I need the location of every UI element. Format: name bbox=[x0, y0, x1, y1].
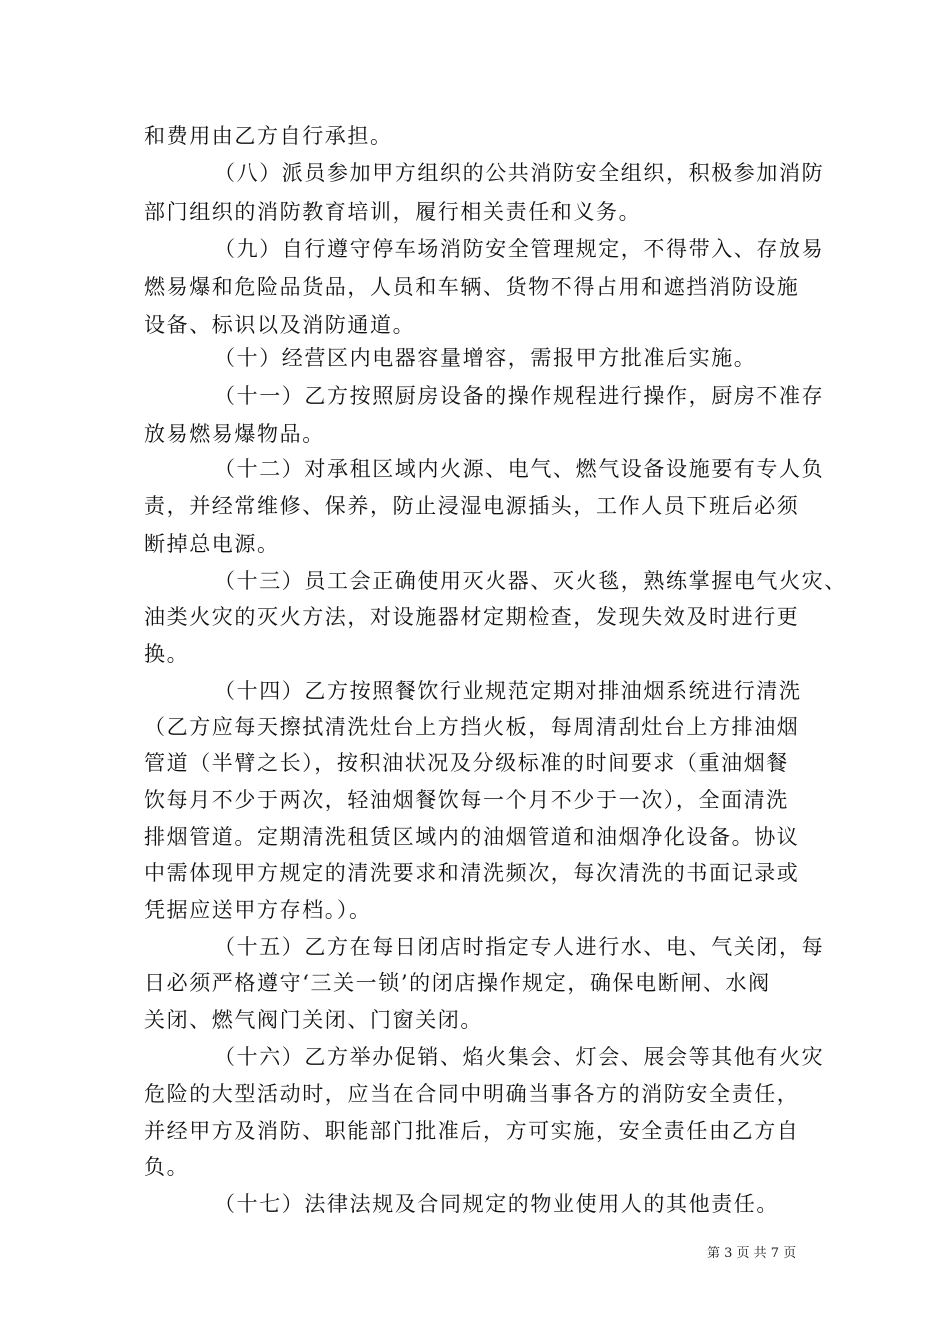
clause-16-line-2: 危险的大型活动时，应当在合同中明确当事各方的消防安全责任， bbox=[144, 1082, 800, 1106]
clause-16-line-3: 并经甲方及消防、职能部门批准后，方可实施，安全责任由乙方自 bbox=[144, 1119, 800, 1143]
page-number: 第 3 页 共 7 页 bbox=[707, 1246, 797, 1261]
clause-16-line-4: 负。 bbox=[144, 1155, 190, 1179]
clause-17-line-1: （十七）法律法规及合同规定的物业使用人的其他责任。 bbox=[214, 1192, 779, 1216]
clause-14-line-1: （十四）乙方按照餐饮行业规范定期对排油烟系统进行清洗 bbox=[214, 679, 802, 703]
clause-9-line-2: 燃易爆和危险品货品，人员和车辆、货物不得占用和遮挡消防设施 bbox=[144, 275, 800, 299]
clause-14-line-4: 饮每月不少于两次，轻油烟餐饮每一个月不少于一次），全面清洗 bbox=[144, 788, 789, 812]
clause-12-line-1: （十二）对承租区域内火源、电气、燃气设备设施要有专人负 bbox=[214, 457, 825, 481]
clause-13-line-2: 油类火灾的灭火方法，对设施器材定期检查，发现失效及时进行更 bbox=[144, 605, 800, 629]
clause-14-line-7: 凭据应送甲方存档。）。 bbox=[144, 898, 372, 922]
clause-14-line-6: 中需体现甲方规定的清洗要求和清洗频次，每次清洗的书面记录或 bbox=[144, 861, 800, 885]
clause-8-line-2: 部门组织的消防教育培训，履行相关责任和义务。 bbox=[144, 200, 642, 224]
clause-14-line-5: 排烟管道。定期清洗租赁区域内的油烟管道和油烟净化设备。协议 bbox=[144, 825, 800, 849]
clause-13-line-3: 换。 bbox=[144, 642, 190, 666]
clause-9-line-1: （九）自行遵守停车场消防安全管理规定，不得带入、存放易 bbox=[214, 237, 825, 261]
clause-12-line-2: 责，并经常维修、保养，防止浸湿电源插头，工作人员下班后必须 bbox=[144, 494, 800, 518]
clause-14-line-3: 管道（半臂之长），按积油状况及分级标准的时间要求（重油烟餐 bbox=[144, 751, 789, 775]
clause-11-line-2: 放易燃易爆物品。 bbox=[144, 422, 325, 446]
clause-10-line-1: （十）经营区内电器容量增容，需报甲方批准后实施。 bbox=[214, 346, 757, 370]
clause-14-line-2: （乙方应每天擦拭清洗灶台上方挡火板，每周清刮灶台上方排油烟 bbox=[144, 715, 800, 739]
clause-15-line-2: 日必须严格遵守‘三关一锁’的闭店操作规定，确保电断闸、水阀 bbox=[144, 971, 771, 995]
clause-11-line-1: （十一）乙方按照厨房设备的操作规程进行操作，厨房不准存 bbox=[214, 384, 825, 408]
clause-8-line-1: （八）派员参加甲方组织的公共消防安全组织，积极参加消防 bbox=[214, 161, 825, 185]
clause-9-line-3: 设备、标识以及消防通道。 bbox=[144, 313, 416, 337]
body-text-line: 和费用由乙方自行承担。 bbox=[144, 124, 393, 148]
clause-15-line-3: 关闭、燃气阀门关闭、门窗关闭。 bbox=[144, 1008, 483, 1032]
clause-13-line-1: （十三）员工会正确使用灭火器、灭火毯，熟练掌握电气火灾、 bbox=[214, 569, 847, 593]
clause-16-line-1: （十六）乙方举办促销、焰火集会、灯会、展会等其他有火灾 bbox=[214, 1045, 825, 1069]
clause-12-line-3: 断掉总电源。 bbox=[144, 532, 280, 556]
clause-15-line-1: （十五）乙方在每日闭店时指定专人进行水、电、气关闭，每 bbox=[214, 935, 825, 959]
